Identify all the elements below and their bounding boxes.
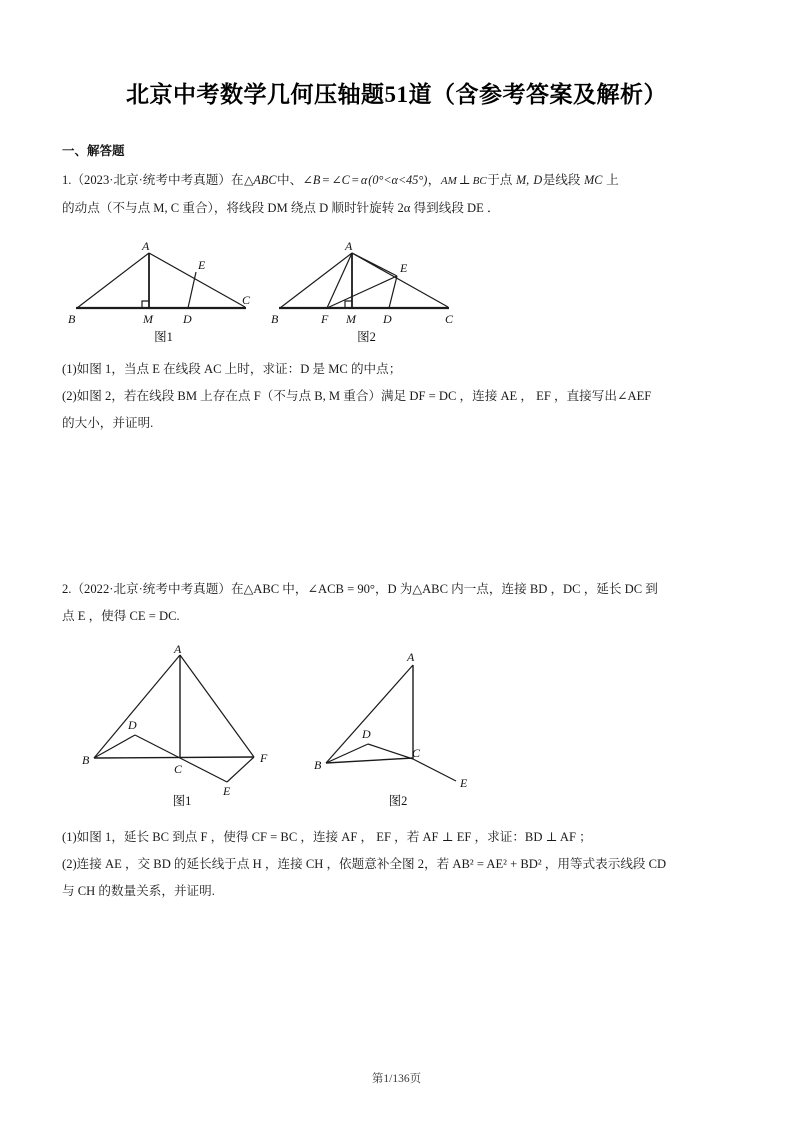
problem-1-alpha-range: (0°<α<45°) bbox=[368, 173, 428, 187]
problem-2-question-2-line-2: 与 CH 的数量关系，并证明. bbox=[62, 884, 215, 898]
problem-2-question-2-line-1: (2)连接 AE ，交 BD 的延长线于点 H ，连接 CH ，依题意补全图 2，若 AB² = AE² + BD² ，用等式表示线段 CD bbox=[62, 857, 667, 871]
figure-2-1-label-C: C bbox=[174, 762, 183, 776]
problem-1-number: 1. bbox=[62, 173, 72, 187]
problem-1-question-2-line-1: (2)如图 2，若在线段 BM 上存在点 F（不与点 B, M 重合）满足 DF = DC ，连接 AE ， EF ，直接写出∠AEF bbox=[62, 389, 652, 403]
figure-2-1-label-B: B bbox=[82, 753, 90, 767]
figure-1-2-caption: 图2 bbox=[357, 330, 376, 344]
figure-2-2-label-E: E bbox=[460, 776, 468, 790]
problem-1-perp-symbol: ⊥ bbox=[458, 173, 471, 187]
problem-1-point-m: M, bbox=[516, 173, 530, 187]
problem-1-figure-1 bbox=[66, 238, 261, 345]
problem-1-question-1: (1)如图 1，当点 E 在线段 AC 上时，求证：D 是 MC 的中点； bbox=[62, 362, 402, 376]
figure-2-1-caption: 图1 bbox=[172, 794, 192, 808]
figure-2-1-label-D: D bbox=[128, 718, 137, 732]
figure-1-1-label-C: C bbox=[242, 293, 251, 307]
figure-1-2-label-C: C bbox=[445, 312, 454, 326]
problem-1-txt-b: 中、 bbox=[276, 173, 303, 187]
problem-2-source: （2022·北京·统考中考真题） bbox=[71, 582, 231, 596]
figure-2-1-label-F: F bbox=[260, 751, 268, 765]
figure-1-1-caption: 图1 bbox=[154, 330, 173, 344]
figure-2-2-label-A: A bbox=[407, 650, 415, 664]
problem-2-stem-line-1 bbox=[62, 576, 734, 603]
problem-2-number: 2. bbox=[62, 582, 72, 596]
problem-1-txt-a: 在 bbox=[230, 173, 244, 187]
problem-1-seg-bc: BC bbox=[472, 175, 487, 187]
figure-2-1-label-E: E bbox=[223, 784, 231, 795]
figure-1-1-drawing bbox=[66, 238, 261, 326]
problem-1-angle-b: ∠B bbox=[302, 173, 321, 187]
figure-1-1-label-E: E bbox=[198, 258, 206, 272]
problem-1-txt-e: 上 bbox=[606, 173, 619, 187]
problem-1-stem bbox=[62, 167, 734, 222]
problem-1-eq-2: = bbox=[351, 173, 359, 187]
problem-1-angle-c: ∠C bbox=[331, 173, 350, 187]
problem-2-figures bbox=[0, 645, 793, 809]
problem-1-seg-am: AM bbox=[440, 175, 457, 187]
figure-1-2-label-F: F bbox=[321, 312, 329, 326]
figure-2-2-caption: 图2 bbox=[388, 794, 408, 808]
figure-2-1-label-A: A bbox=[174, 645, 182, 656]
figure-2-2-drawing bbox=[308, 645, 488, 795]
problem-1-triangle-abc: △ABC bbox=[244, 173, 277, 187]
figure-1-1-label-D: D bbox=[183, 312, 192, 326]
problem-1-source: （2023·北京·统考中考真题） bbox=[71, 173, 231, 187]
problem-2-stem-line-2: 点 E ，使得 CE = DC. bbox=[62, 609, 180, 623]
section-header: 一、解答题 bbox=[62, 144, 125, 158]
figure-1-2-label-A: A bbox=[345, 239, 353, 253]
figure-1-1-label-M: M bbox=[143, 312, 153, 326]
page-title: 北京中考数学几何压轴题51道（含参考答案及解析） bbox=[126, 82, 667, 107]
problem-1-questions bbox=[62, 356, 734, 437]
figure-1-1-label-A: A bbox=[142, 239, 150, 253]
problem-1-point-d: D bbox=[533, 173, 543, 187]
problem-2-question-1: (1)如图 1，延长 BC 到点 F ，使得 CF = BC ，连接 AF ， EF ，若 AF ⊥ EF ，求证：BD ⊥ AF ； bbox=[62, 830, 592, 844]
problem-2-figure-2 bbox=[298, 645, 498, 809]
figure-1-2-label-D: D bbox=[383, 312, 392, 326]
problem-1-eq-1: = bbox=[322, 173, 330, 187]
problem-1-question-2-line-2: 的大小，并证明. bbox=[62, 416, 154, 430]
figure-1-1-label-B: B bbox=[68, 312, 76, 326]
figure-2-2-label-B: B bbox=[314, 758, 322, 772]
problem-1-txt-d: 是线段 bbox=[542, 173, 581, 187]
problem-1-alpha: α bbox=[360, 173, 368, 187]
problem-1-figure-2 bbox=[269, 238, 464, 345]
figure-1-2-label-E: E bbox=[400, 261, 408, 275]
problem-1-stem-line-1 bbox=[62, 167, 734, 195]
problem-2-figure-1 bbox=[66, 645, 298, 809]
figure-2-1-drawing bbox=[82, 645, 282, 795]
problem-2-questions bbox=[62, 824, 734, 905]
figure-1-2-drawing bbox=[269, 238, 464, 326]
figure-2-2-label-C: C bbox=[412, 746, 421, 760]
figure-2-2-label-D: D bbox=[362, 727, 371, 741]
problem-1-txt-c: 于点 bbox=[487, 173, 513, 187]
page-footer: 第1/136页 bbox=[371, 1073, 422, 1085]
figure-1-2-label-M: M bbox=[346, 312, 356, 326]
problem-2-stem bbox=[62, 576, 734, 630]
problem-1-comma-1: ， bbox=[427, 173, 441, 187]
figure-1-2-label-B: B bbox=[271, 312, 279, 326]
problem-1-figures bbox=[0, 238, 793, 345]
problem-2-stem-text-1: 在△ABC 中，∠ACB = 90°，D 为△ABC 内一点，连接 BD ，DC ，延长 DC 到 bbox=[230, 582, 658, 596]
problem-1-stem-line-2: 的动点（不与点 M, C 重合），将线段 DM 绕点 D 顺时针旋转 2α 得到线段 DE ． bbox=[62, 201, 500, 215]
problem-1-seg-mc: MC bbox=[584, 173, 603, 187]
